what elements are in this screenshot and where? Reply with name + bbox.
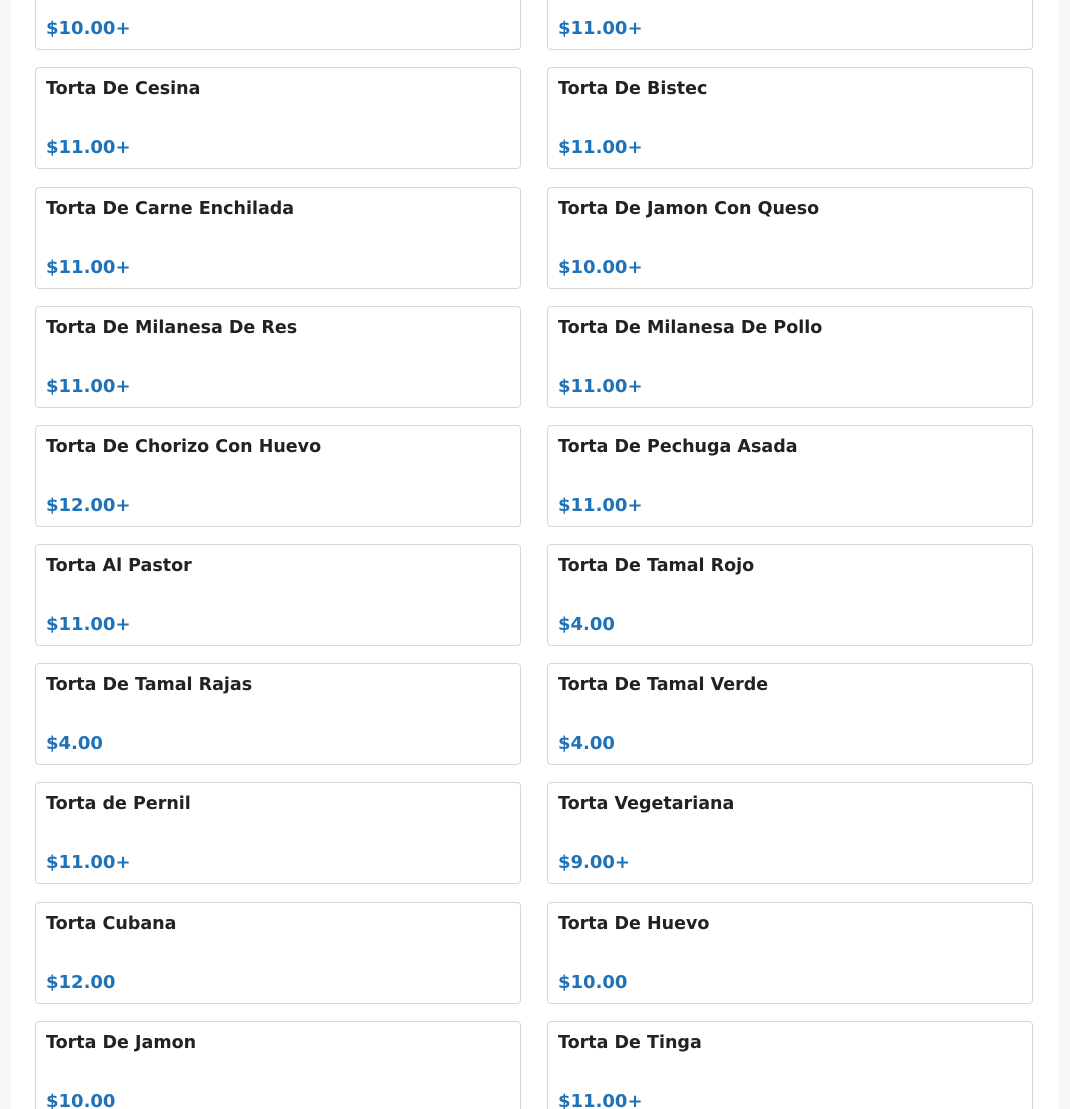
menu-panel [11, 0, 1059, 1109]
menu-item-price: $11.00+ [558, 376, 643, 397]
menu-item-price: $10.00+ [46, 18, 131, 39]
menu-item-name: Torta De Jamon [46, 1033, 197, 1053]
menu-item-name: Torta Al Pastor [46, 556, 192, 576]
menu-item-name: Torta De Pechuga Asada [558, 437, 798, 457]
menu-item-price: $10.00 [46, 1091, 116, 1109]
menu-item-card[interactable] [547, 782, 1033, 884]
menu-item-price: $4.00 [558, 733, 615, 754]
menu-item-price: $11.00+ [558, 18, 643, 39]
menu-item-name: Torta Cubana [46, 914, 177, 934]
menu-item-name: Torta De Tamal Rojo [558, 556, 755, 576]
menu-item-price: $11.00+ [558, 1091, 643, 1109]
menu-item-card[interactable] [547, 67, 1033, 169]
menu-item-name: Torta De Tamal Rajas [46, 675, 253, 695]
menu-item-card[interactable] [35, 782, 521, 884]
menu-item-price: $11.00+ [46, 614, 131, 635]
menu-item-name: Torta De Carne Enchilada [46, 199, 295, 219]
menu-item-card[interactable] [547, 1021, 1033, 1109]
menu-item-card[interactable] [35, 67, 521, 169]
menu-item-price: $11.00+ [46, 852, 131, 873]
menu-item-card[interactable] [547, 902, 1033, 1004]
menu-item-name: Torta De Cesina [46, 79, 201, 99]
menu-item-price: $11.00+ [46, 137, 131, 158]
menu-item-name: Torta De Huevo [558, 914, 710, 934]
menu-item-price: $4.00 [46, 733, 103, 754]
menu-item-price: $10.00 [558, 972, 628, 993]
menu-item-name: Torta De Jamon Con Queso [558, 199, 820, 219]
menu-item-name: Torta Vegetariana [558, 794, 735, 814]
menu-item-name: Torta De Milanesa De Res [46, 318, 298, 338]
menu-item-card[interactable] [547, 663, 1033, 765]
menu-item-price: $11.00+ [558, 495, 643, 516]
menu-item-price: $12.00 [46, 972, 116, 993]
menu-item-card[interactable] [35, 544, 521, 646]
menu-item-name: Torta de Pernil [46, 794, 191, 814]
menu-item-card[interactable] [35, 187, 521, 289]
menu-item-name: Torta De Milanesa De Pollo [558, 318, 823, 338]
menu-item-price: $4.00 [558, 614, 615, 635]
menu-item-card[interactable] [547, 187, 1033, 289]
menu-item-card[interactable] [547, 425, 1033, 527]
menu-item-name: Torta De Tamal Verde [558, 675, 769, 695]
menu-item-card[interactable] [35, 425, 521, 527]
menu-item-price: $11.00+ [46, 257, 131, 278]
menu-item-name: Torta De Tinga [558, 1033, 702, 1053]
menu-item-name: Torta De Bistec [558, 79, 708, 99]
menu-item-card[interactable] [35, 1021, 521, 1109]
menu-item-card[interactable] [547, 0, 1033, 50]
menu-item-price: $10.00+ [558, 257, 643, 278]
menu-item-price: $9.00+ [558, 852, 631, 873]
menu-item-price: $12.00+ [46, 495, 131, 516]
menu-item-card[interactable] [35, 306, 521, 408]
menu-item-name: Torta De Chorizo Con Huevo [46, 437, 322, 457]
menu-item-price: $11.00+ [558, 137, 643, 158]
menu-item-card[interactable] [35, 663, 521, 765]
menu-item-price: $11.00+ [46, 376, 131, 397]
menu-item-card[interactable] [547, 544, 1033, 646]
menu-item-card[interactable] [547, 306, 1033, 408]
menu-item-card[interactable] [35, 902, 521, 1004]
menu-item-card[interactable] [35, 0, 521, 50]
